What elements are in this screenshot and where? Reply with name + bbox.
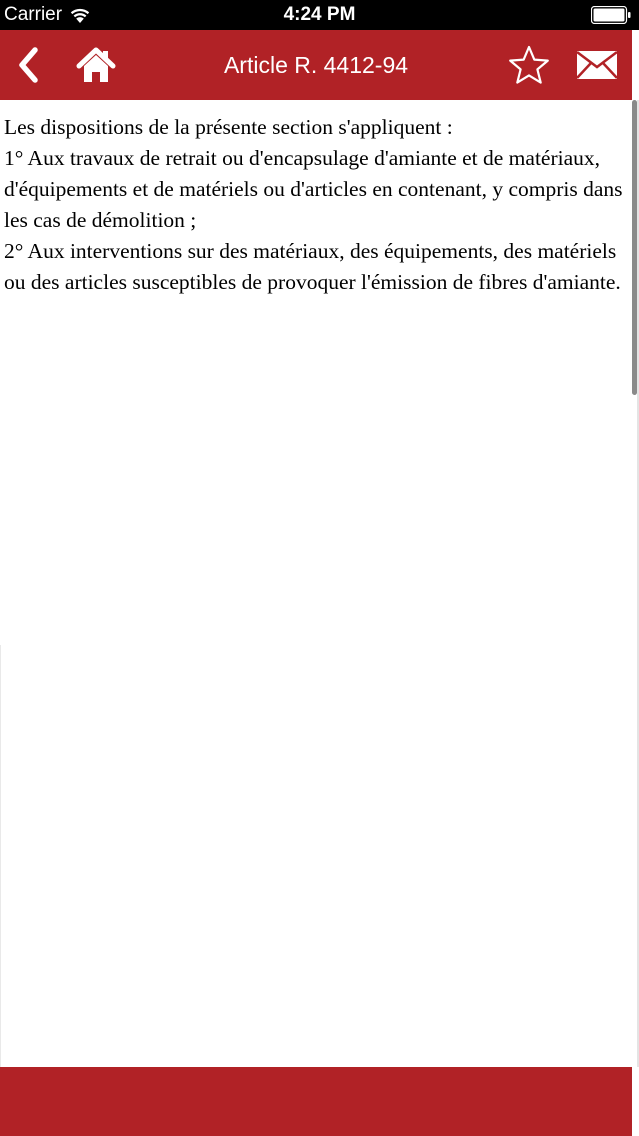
article-paragraph-1: 1° Aux travaux de retrait ou d'encapsulage d'amiante et de matériaux, d'équipements et de matériels ou d'articles en contenant, y compris dans les cas de démolition ; [4, 146, 623, 232]
article-paragraph-intro: Les dispositions de la présente section s'appliquent : [4, 115, 453, 139]
status-time: 4:24 PM [283, 4, 356, 25]
page-title: Article R. 4412-94 [223, 52, 409, 78]
scroll-indicator[interactable] [632, 100, 637, 395]
bottom-toolbar [0, 1067, 632, 1136]
back-button[interactable] [6, 42, 50, 88]
article-body [4, 112, 626, 298]
favorite-button[interactable] [506, 42, 552, 88]
carrier-name: Carrier [4, 4, 63, 25]
star-icon [508, 45, 550, 85]
mail-icon [576, 50, 618, 80]
home-button[interactable] [74, 42, 118, 88]
back-chevron-icon [13, 45, 43, 85]
home-icon [76, 46, 116, 84]
divider [0, 645, 1, 1067]
navigation-bar [0, 30, 632, 100]
mail-button[interactable] [574, 44, 620, 86]
article-paragraph-2: 2° Aux interventions sur des matériaux, des équipements, des matériels ou des articles susceptibles de provoquer l'émission de fibres d'amiante. [4, 239, 621, 294]
status-bar [0, 0, 639, 30]
battery-icon [591, 6, 631, 24]
